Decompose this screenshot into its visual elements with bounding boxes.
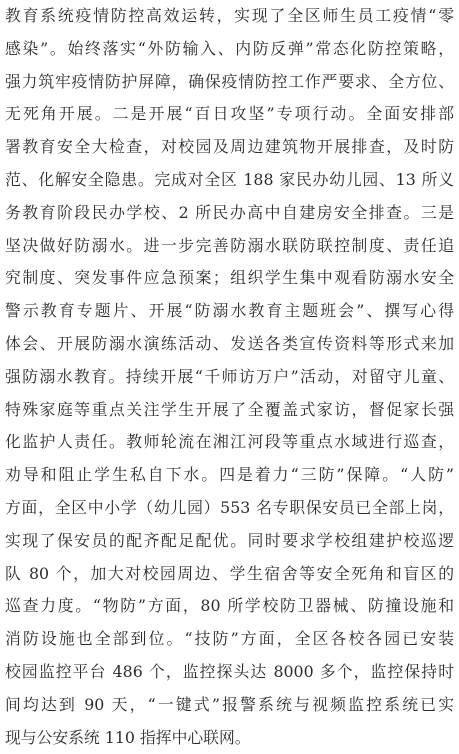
text-line: 警示教育专题片、开展“防溺水教育主题班会”、撰写心得 <box>5 301 454 321</box>
text-line: 感染”。始终落实“外防输入、内防反弹”常态化防控策略， <box>5 38 454 58</box>
text-line: 究制度、突发事件应急预案；组织学生集中观看防溺水安全 <box>5 268 454 288</box>
text-line: 范、化解安全隐患。完成对全区 188 家民办幼儿园、13 所义 <box>5 169 454 189</box>
text-line: 队 80 个，加大对校园周边、学生宿舍等安全死角和盲区的 <box>5 563 454 583</box>
text-line: 方面，全区中小学（幼儿园）553 名专职保安员已全部上岗， <box>5 497 454 517</box>
text-line: 体会、开展防溺水演练活动、发送各类宣传资料等形式来加 <box>5 333 454 353</box>
text-line: 劝导和阻止学生私自下水。四是着力“三防”保障。“人防” <box>5 465 454 485</box>
text-line: 强防溺水教育。持续开展“千师访万户”活动，对留守儿童、 <box>5 366 454 386</box>
text-line: 教育系统疫情防控高效运转，实现了全区师生员工疫情“零 <box>5 6 454 25</box>
document-body <box>5 0 454 754</box>
text-line: 实现了保安员的配齐配足配优。同时要求学校组建护校巡逻 <box>5 530 454 550</box>
text-line: 化监护人责任。教师轮流在湘江河段等重点水域进行巡查， <box>5 432 454 452</box>
text-line: 消防设施也全部到位。“技防”方面，全区各校各园已安装 <box>5 629 454 649</box>
text-line: 现与公安系统 110 指挥中心联网。 <box>5 727 251 747</box>
text-line: 坚决做好防溺水。进一步完善防溺水联防联控制度、责任追 <box>5 235 454 255</box>
text-line: 间均达到 90 天，“一键式”报警系统与视频监控系统已实 <box>5 694 454 714</box>
text-line: 校园监控平台 486 个，监控探头达 8000 多个，监控保持时 <box>5 661 454 681</box>
text-line: 强力筑牢疫情防护屏障，确保疫情防控工作严要求、全方位、 <box>5 71 454 91</box>
text-line: 务教育阶段民办学校、2 所民办高中自建房安全排查。三是 <box>5 202 454 222</box>
text-line: 巡查力度。“物防”方面，80 所学校防卫器械、防撞设施和 <box>5 596 454 616</box>
text-line: 署教育安全大检查，对校园及周边建筑物开展排查，及时防 <box>5 137 454 157</box>
text-line: 无死角开展。二是开展“百日攻坚”专项行动。全面安排部 <box>5 104 454 124</box>
text-line: 特殊家庭等重点关注学生开展了全覆盖式家访，督促家长强 <box>5 399 454 419</box>
